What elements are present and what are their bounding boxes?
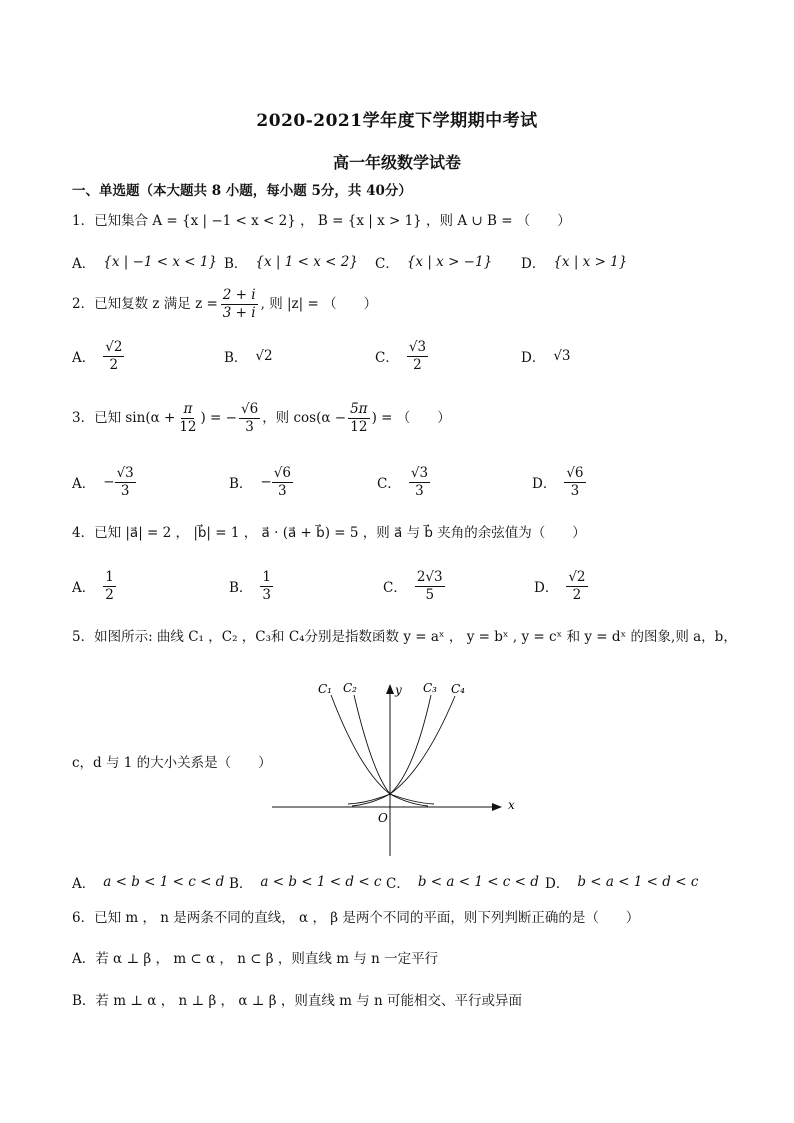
option-d: D． {x | x > 1} xyxy=(521,254,628,272)
option-a: A． $\frac{1}{2}$ xyxy=(72,568,114,603)
option-d: D． $\frac{√2}{2}$ xyxy=(534,568,586,603)
question-5-options xyxy=(72,858,752,906)
option-a: A． $\frac{√2}{2}$ xyxy=(72,338,123,373)
y-axis-arrow xyxy=(386,684,394,694)
option-c: C． {x | x > −1} xyxy=(375,254,493,272)
curve-label-c4: C₄ xyxy=(451,682,465,696)
exam-title: 2020-2021学年度下学期期中考试 xyxy=(256,111,538,131)
curve-c2 xyxy=(354,695,434,804)
option-d: D． √3 xyxy=(521,348,571,366)
option-a: A． − $\frac{√3}{3}$ xyxy=(72,464,134,499)
option-b: B． a < b < 1 < d < c xyxy=(229,874,382,892)
question-6-option-a: A．若 α ⊥ β ， m ⊂ α ， n ⊂ β ，则直线 m 与 n 一定平行 xyxy=(72,951,439,967)
question-2-options xyxy=(72,332,752,380)
question-5-stem-continued: c，d 与 1 的大小关系是（ ） xyxy=(72,755,272,771)
curve-label-c2: C₂ xyxy=(343,681,357,695)
option-c: C． b < a < 1 < c < d xyxy=(386,874,539,892)
curve-label-c1: C₁ xyxy=(318,682,332,696)
option-b: B． {x | 1 < x < 2} xyxy=(224,254,358,272)
question-3-options xyxy=(72,458,752,506)
question-6-option-b: B．若 m ⊥ α ， n ⊥ β ， α ⊥ β ，则直线 m 与 n 可能相交、平行或异面 xyxy=(72,993,523,1009)
origin-label: O xyxy=(378,811,388,825)
y-axis-label: y xyxy=(395,683,402,697)
option-b: B． $\frac{1}{3}$ xyxy=(229,568,272,603)
x-axis-label: x xyxy=(508,798,515,812)
question-4-options xyxy=(72,562,752,610)
curve-c1 xyxy=(331,695,428,806)
x-axis-arrow xyxy=(492,803,502,811)
question-1-stem: 1．已知集合 A = {x | −1 < x < 2} ， B = {x | x > 1} ，则 A ∪ B = （ ） xyxy=(72,213,571,229)
option-a: A． {x | −1 < x < 1} xyxy=(72,254,218,272)
question-2-stem: 2．已知复数 z 满足 z = $\frac{2 + i}{3 + i}$ , 则 |z| = （ ） xyxy=(72,286,378,321)
section-heading: 一、单选题（本大题共 8 小题，每小题 5分，共 40分） xyxy=(72,183,412,199)
option-b: B． √2 xyxy=(224,348,273,366)
exponential-graph xyxy=(268,676,528,860)
question-6-stem: 6．已知 m ， n 是两条不同的直线， α ， β 是两个不同的平面，则下列判断正确的是（ ） xyxy=(72,910,640,926)
option-c: C． $\frac{√3}{3}$ xyxy=(377,464,429,499)
question-5-stem: 5．如图所示: 曲线 C₁ ，C₂ ，C₃和 C₄分别是指数函数 y = aˣ ， y = bˣ , y = cˣ 和 y = dˣ 的图象,则 a，b， xyxy=(72,629,737,645)
option-c: C． $\frac{2√3}{5}$ xyxy=(383,568,443,603)
option-b: B． − $\frac{√6}{3}$ xyxy=(229,464,291,499)
curve-label-c3: C₃ xyxy=(423,681,437,695)
question-4-stem: 4．已知 |a⃗| = 2 ， |b⃗| = 1 ， a⃗ · (a⃗ + b⃗) = 5 ，则 a⃗ 与 b⃗ 夹角的余弦值为（ ） xyxy=(72,525,586,541)
exam-subtitle: 高一年级数学试卷 xyxy=(332,153,461,172)
option-d: D． $\frac{√6}{3}$ xyxy=(532,464,584,499)
option-a: A． a < b < 1 < c < d xyxy=(72,874,225,892)
question-1-options xyxy=(72,238,752,286)
question-3-stem: 3．已知 sin(α + $\frac{\pi}{12}$ ) = − $\frac{√6}{3}$ ，则 cos(α − $\frac{5\pi}{12}$ ) = （ ） xyxy=(72,400,451,435)
option-d: D． b < a < 1 < d < c xyxy=(545,874,699,892)
curve-c4 xyxy=(352,696,455,806)
option-c: C． $\frac{√3}{2}$ xyxy=(375,338,427,373)
